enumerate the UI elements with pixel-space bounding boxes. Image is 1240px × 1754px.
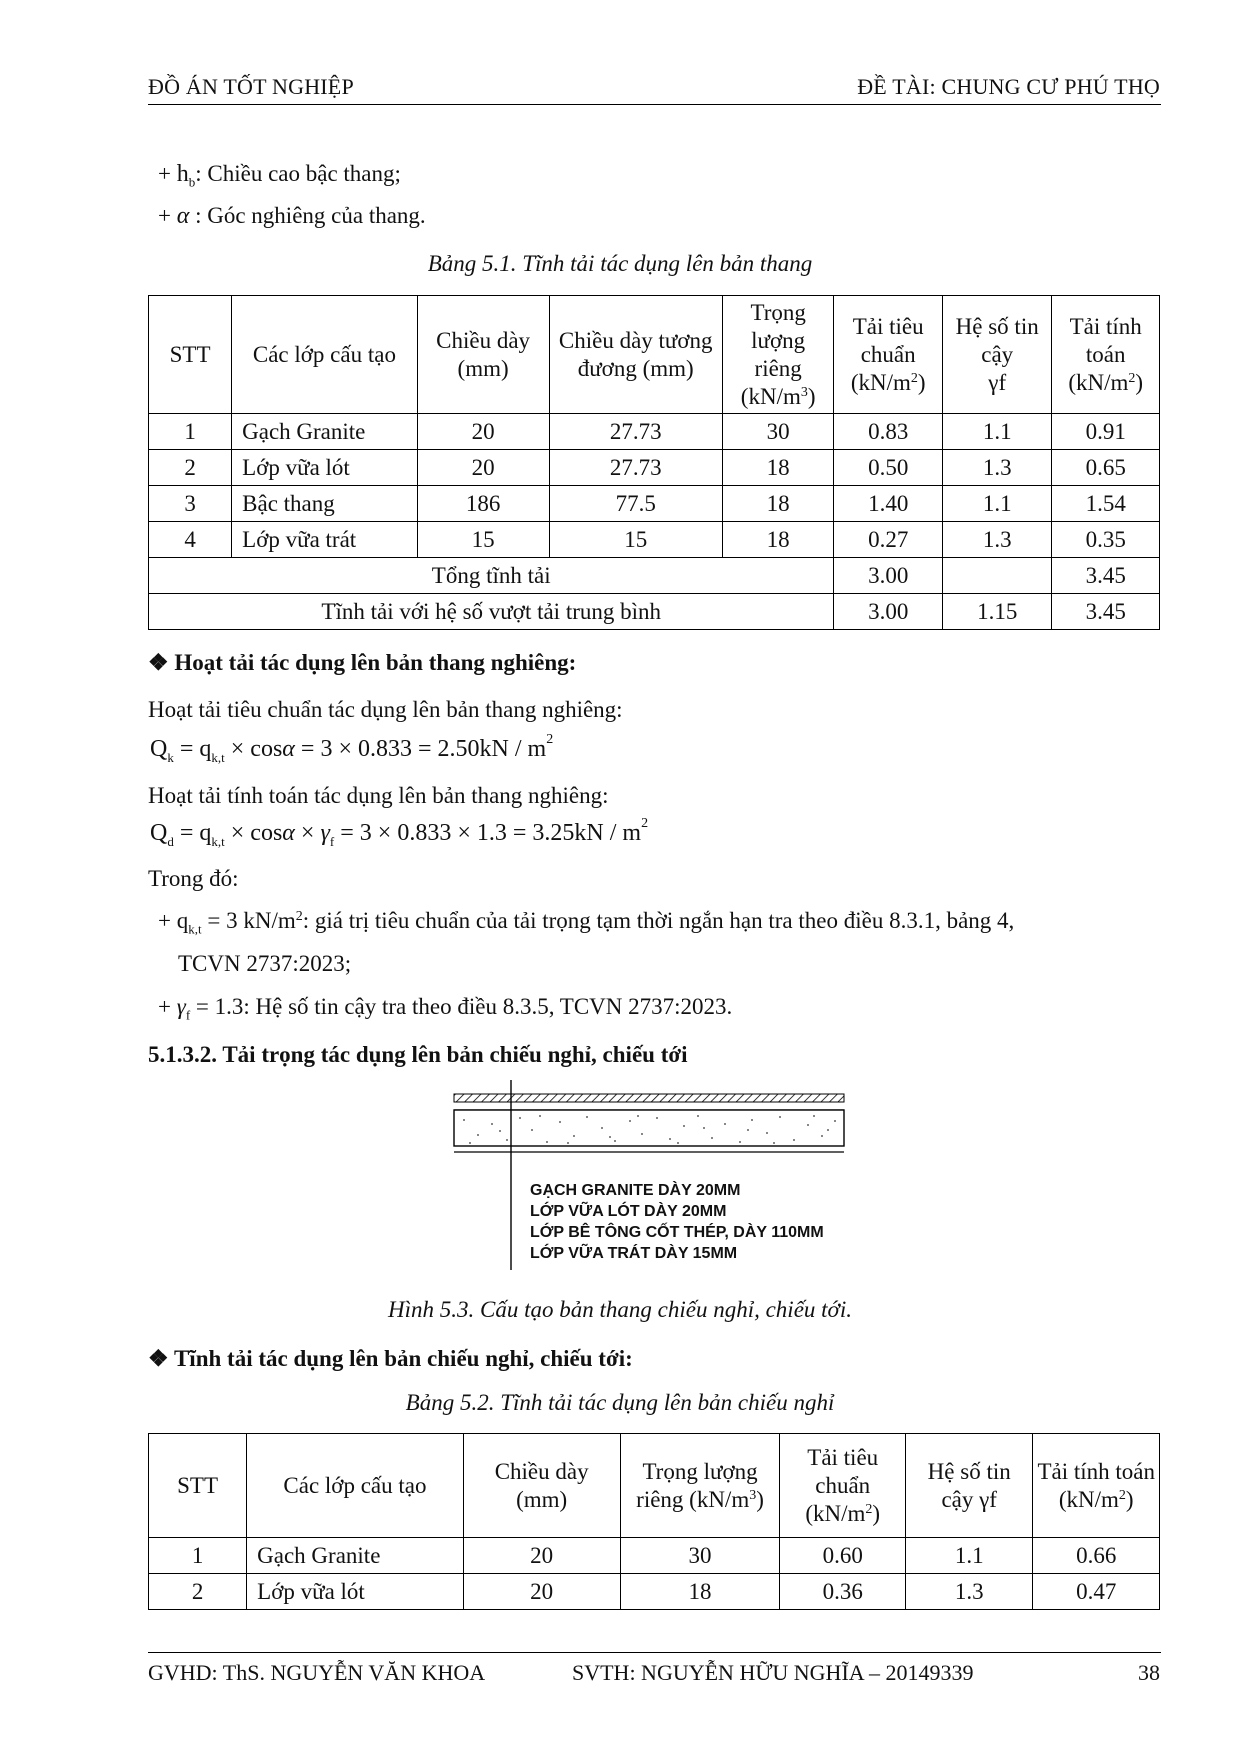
table-cell: 1.1 — [942, 414, 1052, 450]
table-cell: 30 — [620, 1538, 780, 1574]
table-cell: 3.45 — [1052, 594, 1160, 630]
table2-header-unit: (kN/m — [805, 1500, 866, 1526]
figure-label: GẠCH GRANITE DÀY 20MM — [530, 1182, 741, 1199]
table1-header-text: Tải tiêu chuẩn — [852, 313, 924, 367]
table-cell: 2 — [149, 1574, 247, 1610]
table-cell: 30 — [722, 414, 834, 450]
symbol-h-sub: b — [188, 174, 196, 190]
table2-caption: Bảng 5.2. Tĩnh tải tác dụng lên bản chiếu nghỉ — [405, 1390, 835, 1415]
table2-header-cell: Các lớp cấu tạo — [247, 1434, 464, 1538]
table-cell: 1.15 — [942, 594, 1052, 630]
table-cell: 1.54 — [1052, 486, 1160, 522]
table1-header-text: Hệ số tin cậy — [955, 313, 1039, 367]
figure-label: LỚP BÊ TÔNG CỐT THÉP, DÀY 110MM — [530, 1224, 824, 1241]
table-row — [149, 486, 1160, 522]
table-cell: 18 — [722, 522, 834, 558]
table-cell: 1.3 — [942, 522, 1052, 558]
live-p1: Hoạt tải tiêu chuẩn tác dụng lên bản thang nghiêng: — [148, 697, 623, 722]
table-cell: 20 — [463, 1538, 620, 1574]
table-cell: 1 — [149, 414, 232, 450]
symbol-h: h — [176, 161, 189, 187]
table-cell: 0.83 — [834, 414, 943, 450]
intro-line-2: + α : Góc nghiêng của thang. — [158, 203, 426, 229]
table-cell: 0.91 — [1052, 414, 1160, 450]
table-cell: 27.73 — [549, 414, 722, 450]
table-cell: 0.47 — [1033, 1574, 1160, 1610]
table1-total-row — [149, 558, 1160, 594]
table1-header-cell: Tải tính toán $(kN/m^2)$ — [1052, 296, 1160, 414]
table2-header-cell: Chiều dày (mm) — [463, 1434, 620, 1538]
table-cell: Tĩnh tải với hệ số vượt tải trung bình — [149, 594, 834, 630]
table1 — [148, 295, 1160, 630]
table-cell: 27.73 — [549, 450, 722, 486]
table2 — [148, 1433, 1160, 1610]
figure-label: LỚP VỮA LÓT DÀY 20MM — [530, 1203, 727, 1220]
symbol-alpha: α — [176, 203, 190, 229]
header-rule — [148, 104, 1161, 105]
figure-caption: Hình 5.3. Cấu tạo bản thang chiếu nghỉ, chiếu tới. — [388, 1297, 852, 1322]
table1-header-unit: (kN/m — [850, 369, 911, 395]
live-load-heading-text: Hoạt tải tác dụng lên bản thang nghiêng: — [174, 650, 577, 675]
table1-header-cell: Tải tiêu chuẩn $(kN/m^2)$ — [834, 296, 943, 414]
table-cell: Bậc thang — [232, 486, 418, 522]
footer-middle: SVTH: NGUYỄN HỮU NGHĨA – 20149339 — [572, 1660, 974, 1685]
bullet-qkt: + $q_{k,t} = 3$ $kN/m^2$: giá trị tiêu chuẩn của tải trọng tạm thời ngắn hạn tra theo điều 8.3.1, bảng 4, — [158, 908, 1015, 937]
table-cell: 18 — [620, 1574, 780, 1610]
table2-header-row — [149, 1434, 1160, 1538]
where-label: Trong đó: — [148, 866, 239, 891]
table1-header-unit: (kN/m — [740, 383, 801, 409]
equation-qd: $Q_d = q_{k,t} \times \cos\alpha \times \gamma_f = 3 \times 0.833 \times 1.3 = 3.25kN / m^2$ — [150, 816, 649, 849]
table-cell: 186 — [417, 486, 549, 522]
table-cell: 4 — [149, 522, 232, 558]
page-number: 38 — [1138, 1660, 1160, 1685]
intro-line-1-text: : Chiều cao bậc thang; — [195, 161, 401, 186]
table1-header-unit: (kN/m — [1068, 369, 1129, 395]
table2-header-cell: Trọng lượng riêng $(kN/m^3)$ — [620, 1434, 780, 1538]
table-cell: 0.60 — [780, 1538, 905, 1574]
table-cell: 1.1 — [942, 486, 1052, 522]
table-row — [149, 522, 1160, 558]
table-cell: 0.27 — [834, 522, 943, 558]
table2-header-cell: Tải tính toán $(kN/m^2)$ — [1033, 1434, 1160, 1538]
granite-layer — [454, 1094, 844, 1102]
table2-header-text: Trọng lượng riêng (kN/m — [636, 1458, 758, 1512]
header-right: ĐỀ TÀI: CHUNG CƯ PHÚ THỌ — [857, 74, 1160, 99]
table-cell: Gạch Granite — [232, 414, 418, 450]
table-cell: 0.66 — [1033, 1538, 1160, 1574]
diamond-bullet-icon: ❖ — [148, 1346, 169, 1371]
table1-header-cell: Các lớp cấu tạo — [232, 296, 418, 414]
live-p2: Hoạt tải tính toán tác dụng lên bản thang nghiêng: — [148, 783, 609, 808]
table1-header-cell: Trọng lượng riêng $(kN/m^3)$ — [722, 296, 834, 414]
table-cell: 1.3 — [942, 450, 1052, 486]
table-cell: 1.40 — [834, 486, 943, 522]
table-cell: Gạch Granite — [247, 1538, 464, 1574]
table-cell: 77.5 — [549, 486, 722, 522]
bullet-gamma: + $\gamma_f = 1.3$: Hệ số tin cậy tra theo điều 8.3.5, TCVN 2737:2023. — [158, 994, 733, 1023]
table-cell: 3.00 — [834, 558, 943, 594]
table1-header-row — [149, 296, 1160, 414]
table-cell: 20 — [463, 1574, 620, 1610]
table-cell: 15 — [549, 522, 722, 558]
table-row — [149, 450, 1160, 486]
gamma-f-symbol: γf — [988, 369, 1007, 395]
table-cell: Lớp vữa lót — [247, 1574, 464, 1610]
table-cell: 1 — [149, 1538, 247, 1574]
table-cell: 20 — [417, 414, 549, 450]
footer-rule — [148, 1652, 1161, 1653]
figure-label: LỚP VỮA TRÁT DÀY 15MM — [530, 1245, 738, 1262]
diamond-bullet-icon: ❖ — [148, 650, 169, 675]
table-row — [149, 1538, 1160, 1574]
table-cell: 0.65 — [1052, 450, 1160, 486]
table-cell: Lớp vữa trát — [232, 522, 418, 558]
table-cell: 0.50 — [834, 450, 943, 486]
section-title: 5.1.3.2. Tải trọng tác dụng lên bản chiếu nghỉ, chiếu tới — [148, 1042, 688, 1067]
live-load-heading — [148, 649, 576, 677]
table2-header-text: Tải tính toán — [1037, 1458, 1155, 1484]
table1-header-cell: STT — [149, 296, 232, 414]
table1-header-cell — [942, 296, 1052, 414]
table2-header-cell — [905, 1434, 1033, 1538]
table-cell — [942, 558, 1052, 594]
table-cell: 20 — [417, 450, 549, 486]
table-cell: 3 — [149, 486, 232, 522]
concrete-layer — [454, 1110, 844, 1146]
table1-header-text: Trọng lượng riêng — [750, 299, 806, 381]
header-left: ĐỒ ÁN TỐT NGHIỆP — [148, 74, 354, 99]
table-cell: 0.35 — [1052, 522, 1160, 558]
table2-header-text: Hệ số tin cậy — [927, 1458, 1011, 1512]
bullet-qkt-cont: TCVN 2737:2023; — [178, 951, 352, 976]
table-cell: Tổng tĩnh tải — [149, 558, 834, 594]
table2-header-cell: STT — [149, 1434, 247, 1538]
table-cell: Lớp vữa lót — [232, 450, 418, 486]
table2-header-text: Tải tiêu chuẩn — [807, 1444, 879, 1498]
gamma-f-symbol: γf — [979, 1486, 997, 1512]
dead-load-2-heading-text: Tĩnh tải tác dụng lên bản chiếu nghỉ, chiếu tới: — [173, 1346, 633, 1371]
table-cell: 3.45 — [1052, 558, 1160, 594]
equation-qk: $Q_k = q_{k,t} \times \cos\alpha = 3 \times 0.833 = 2.50kN / m^2$ — [150, 732, 554, 765]
table1-caption: Bảng 5.1. Tĩnh tải tác dụng lên bản thang — [427, 251, 813, 276]
table-cell: 0.36 — [780, 1574, 905, 1610]
table-cell: 1.3 — [905, 1574, 1033, 1610]
table-row — [149, 414, 1160, 450]
table1-header-text: Tải tính toán — [1069, 313, 1142, 367]
intro-line-2-text: : Góc nghiêng của thang. — [195, 203, 426, 228]
table-cell: 15 — [417, 522, 549, 558]
table1-header-cell: Chiều dày tương đương (mm) — [549, 296, 722, 414]
table1-avg-row — [149, 594, 1160, 630]
table-cell: 18 — [722, 486, 834, 522]
figure-labels — [530, 1180, 824, 1264]
dead-load-2-heading — [148, 1345, 633, 1373]
footer-left: GVHD: ThS. NGUYỄN VĂN KHOA — [148, 1660, 486, 1685]
table1-header-cell: Chiều dày (mm) — [417, 296, 549, 414]
table-cell: 2 — [149, 450, 232, 486]
table-cell: 18 — [722, 450, 834, 486]
table-cell: 1.1 — [905, 1538, 1033, 1574]
table-cell: 3.00 — [834, 594, 943, 630]
intro-line-1: + $h_b$: Chiều cao bậc thang; — [158, 161, 401, 190]
table2-header-cell: Tải tiêu chuẩn $(kN/m^2)$ — [780, 1434, 905, 1538]
table2-header-unit: (kN/m — [1058, 1486, 1119, 1512]
table-row — [149, 1574, 1160, 1610]
